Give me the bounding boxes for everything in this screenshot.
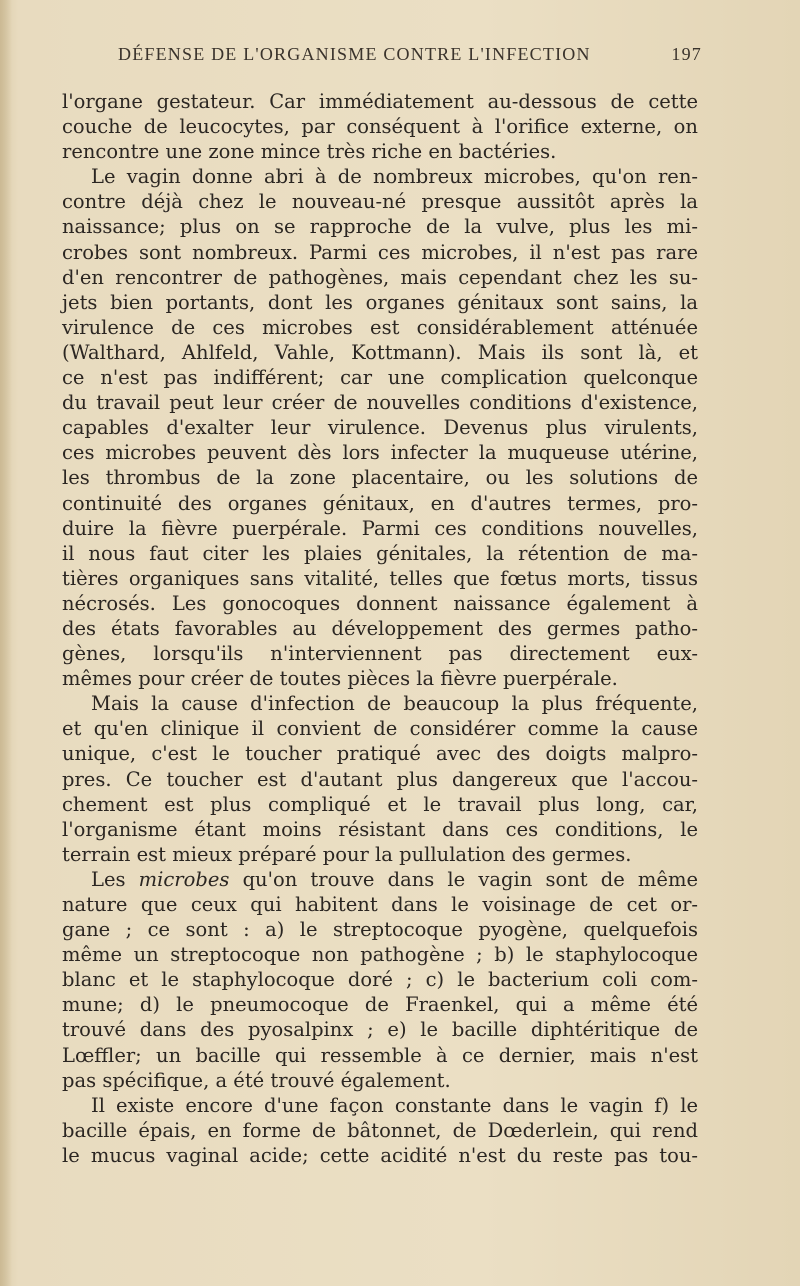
text-line: tières organiques sans vitalité, telles que fœtus morts, tissus — [62, 566, 698, 590]
text-line: même un streptocoque non pathogène ; b) le staphylocoque — [62, 943, 698, 967]
text-line: unique, c'est le toucher pratiqué avec des doigts malpro- — [62, 742, 698, 766]
text-line: nécrosés. Les gonocoques donnent naissance également à — [62, 591, 698, 615]
text-line: Le vagin donne abri à de nombreux microbes, qu'on ren- — [91, 165, 698, 189]
text-line: le mucus vaginal acide; cette acidité n'est du reste pas tou- — [62, 1143, 698, 1167]
text-line: jets bien portants, dont les organes génitaux sont sains, la — [62, 290, 698, 314]
text-line: Mais la cause d'infection de beaucoup la plus fréquente, — [91, 692, 698, 716]
text-line: virulence de ces microbes est considérablement atténuée — [62, 315, 698, 339]
text-line: pas spécifique, a été trouvé également. — [62, 1068, 451, 1092]
text-line: trouvé dans des pyosalpinx ; e) le bacille diphtéritique de — [62, 1018, 698, 1042]
text-line: crobes sont nombreux. Parmi ces microbes, il n'est pas rare — [62, 240, 698, 264]
running-header — [118, 44, 702, 70]
text-line: Les microbes qu'on trouve dans le vagin sont de même — [91, 867, 698, 891]
text-line: continuité des organes génitaux, en d'autres termes, pro- — [62, 491, 698, 515]
text-line: les thrombus de la zone placentaire, ou les solutions de — [62, 466, 698, 490]
text-line: ces microbes peuvent dès lors infecter la muqueuse utérine, — [62, 441, 698, 465]
text-line: contre déjà chez le nouveau-né presque aussitôt après la — [62, 190, 698, 214]
text-line: il nous faut citer les plaies génitales, la rétention de ma- — [62, 541, 698, 565]
text-line: gane ; ce sont : a) le streptocoque pyogène, quelquefois — [62, 918, 698, 942]
text-line: blanc et le staphylocoque doré ; c) le bacterium coli com- — [62, 968, 698, 992]
text-line: chement est plus compliqué et le travail plus long, car, — [62, 792, 698, 816]
text-line: gènes, lorsqu'ils n'interviennent pas directement eux- — [62, 642, 698, 666]
text-line: capables d'exalter leur virulence. Devenus plus virulents, — [62, 416, 698, 440]
text-line: d'en rencontrer de pathogènes, mais cependant chez les su- — [62, 265, 698, 289]
text-line: nature que ceux qui habitent dans le voisinage de cet or- — [62, 893, 698, 916]
text-line: l'organisme étant moins résistant dans ces conditions, le — [62, 817, 698, 841]
text-line: mune; d) le pneumocoque de Fraenkel, qui a même été — [62, 993, 698, 1017]
body-text — [62, 89, 698, 1168]
text-line: (Walthard, Ahlfeld, Vahle, Kottmann). Mais ils sont là, et — [62, 340, 698, 364]
text-line: du travail peut leur créer de nouvelles conditions d'existence, — [62, 391, 698, 415]
text-line: mêmes pour créer de toutes pièces la fièvre puerpérale. — [62, 667, 618, 691]
text-line: l'organe gestateur. Car immédiatement au-dessous de cette — [62, 90, 698, 113]
text-line: naissance; plus on se rapproche de la vulve, plus les mi- — [62, 215, 698, 239]
text-line: des états favorables au développement des germes patho- — [62, 616, 698, 640]
page-edge — [0, 0, 12, 1286]
running-title: DÉFENSE DE L'ORGANISME CONTRE L'INFECTION — [118, 44, 591, 64]
text-line: et qu'en clinique il convient de considérer comme la cause — [62, 717, 698, 741]
text-line: rencontre une zone mince très riche en bactéries. — [62, 140, 557, 164]
text-line: duire la fièvre puerpérale. Parmi ces conditions nouvelles, — [62, 516, 698, 540]
text-line: terrain est mieux préparé pour la pullulation des germes. — [62, 842, 632, 866]
text-line: ce n'est pas indifférent; car une complication quelconque — [62, 366, 698, 390]
page-number: 197 — [671, 44, 702, 64]
text-line: couche de leucocytes, par conséquent à l'orifice externe, on — [62, 115, 698, 139]
text-line: Lœffler; un bacille qui ressemble à ce dernier, mais n'est — [62, 1043, 698, 1067]
text-line: pres. Ce toucher est d'autant plus dangereux que l'accou- — [62, 767, 698, 791]
text-line: Il existe encore d'une façon constante dans le vagin f) le — [91, 1093, 698, 1117]
text-line: bacille épais, en forme de bâtonnet, de Dœderlein, qui rend — [62, 1118, 698, 1142]
